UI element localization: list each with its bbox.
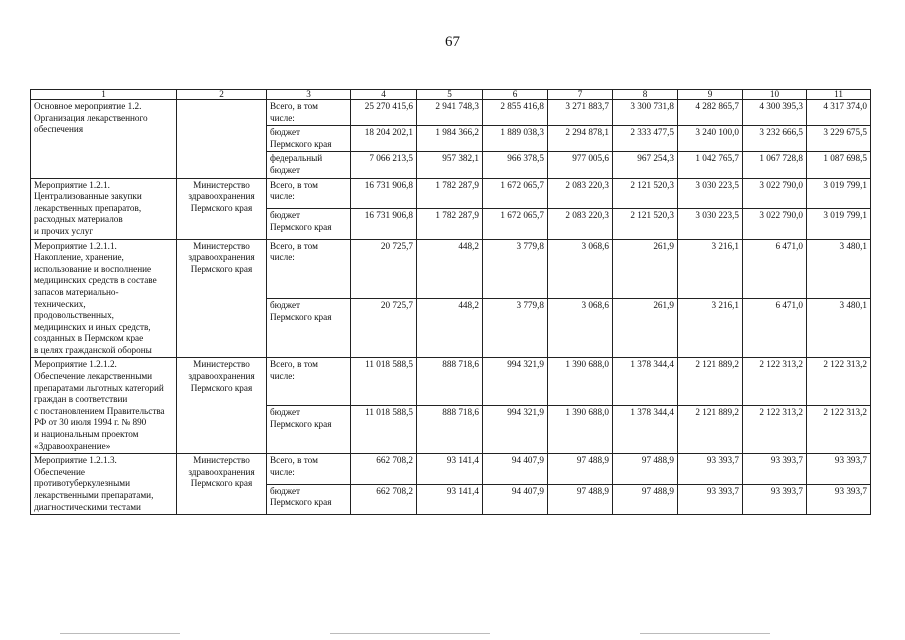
funding-source-cell: федеральный бюджет (267, 152, 351, 178)
amount-cell: 957 382,1 (417, 152, 483, 178)
amount-cell: 25 270 415,6 (351, 100, 417, 126)
amount-cell: 93 393,7 (678, 484, 743, 514)
amount-cell: 93 393,7 (743, 454, 807, 484)
amount-cell: 3 022 790,0 (743, 209, 807, 239)
header-cell: 6 (483, 90, 548, 100)
amount-cell: 4 282 865,7 (678, 100, 743, 126)
amount-cell: 1 067 728,8 (743, 152, 807, 178)
amount-cell: 967 254,3 (613, 152, 678, 178)
header-cell: 7 (548, 90, 613, 100)
amount-cell: 93 393,7 (807, 484, 871, 514)
amount-cell: 1 390 688,0 (548, 406, 613, 454)
amount-cell: 1 390 688,0 (548, 358, 613, 406)
amount-cell: 1 984 366,2 (417, 126, 483, 152)
amount-cell: 4 300 395,3 (743, 100, 807, 126)
amount-cell: 3 240 100,0 (678, 126, 743, 152)
amount-cell: 2 122 313,2 (743, 358, 807, 406)
amount-cell: 6 471,0 (743, 299, 807, 358)
executor-cell: Министерство здравоохранения Пермского края (177, 239, 267, 358)
amount-cell: 3 019 799,1 (807, 209, 871, 239)
amount-cell: 662 708,2 (351, 484, 417, 514)
funding-source-cell: Всего, в том числе: (267, 178, 351, 208)
amount-cell: 994 321,9 (483, 406, 548, 454)
table-row (31, 100, 871, 126)
amount-cell: 888 718,6 (417, 358, 483, 406)
amount-cell: 3 216,1 (678, 299, 743, 358)
executor-cell (177, 100, 267, 179)
amount-cell: 1 782 287,9 (417, 209, 483, 239)
funding-source-cell: бюджет Пермского края (267, 126, 351, 152)
amount-cell: 97 488,9 (548, 454, 613, 484)
header-cell: 8 (613, 90, 678, 100)
amount-cell: 93 393,7 (678, 454, 743, 484)
table-row (31, 454, 871, 484)
table-row (31, 239, 871, 298)
amount-cell: 3 030 223,5 (678, 209, 743, 239)
amount-cell: 1 782 287,9 (417, 178, 483, 208)
amount-cell: 3 068,6 (548, 299, 613, 358)
scan-artifact-line (640, 633, 770, 634)
activity-name-cell: Мероприятие 1.2.1.2. Обеспечение лекарственными препаратами льготных категорий граждан в соответствии с постановлением Правительства РФ от 30 июля 1994 г. № 890 и национальным проектом «Здравоохранение» (31, 358, 177, 454)
amount-cell: 3 019 799,1 (807, 178, 871, 208)
amount-cell: 7 066 213,5 (351, 152, 417, 178)
funding-source-cell: Всего, в том числе: (267, 100, 351, 126)
amount-cell: 3 232 666,5 (743, 126, 807, 152)
header-cell: 4 (351, 90, 417, 100)
funding-source-cell: Всего, в том числе: (267, 239, 351, 298)
header-cell: 11 (807, 90, 871, 100)
executor-cell: Министерство здравоохранения Пермского края (177, 454, 267, 515)
scan-artifact-line (60, 633, 180, 634)
amount-cell: 1 672 065,7 (483, 209, 548, 239)
amount-cell: 2 122 313,2 (743, 406, 807, 454)
amount-cell: 1 087 698,5 (807, 152, 871, 178)
amount-cell: 4 317 374,0 (807, 100, 871, 126)
amount-cell: 2 122 313,2 (807, 406, 871, 454)
amount-cell: 93 393,7 (743, 484, 807, 514)
amount-cell: 3 030 223,5 (678, 178, 743, 208)
activity-name-cell: Мероприятие 1.2.1.1. Накопление, хранение, использование и восполнение медицинских средств в составе запасов материально- технических, продовольственных, медицинских и иных средств, созданных в Пермском крае в целях гражданской обороны (31, 239, 177, 358)
amount-cell: 2 121 889,2 (678, 358, 743, 406)
amount-cell: 261,9 (613, 299, 678, 358)
funding-source-cell: бюджет Пермского края (267, 299, 351, 358)
amount-cell: 16 731 906,8 (351, 178, 417, 208)
amount-cell: 2 121 889,2 (678, 406, 743, 454)
amount-cell: 16 731 906,8 (351, 209, 417, 239)
amount-cell: 2 083 220,3 (548, 178, 613, 208)
amount-cell: 3 779,8 (483, 239, 548, 298)
amount-cell: 994 321,9 (483, 358, 548, 406)
amount-cell: 2 121 520,3 (613, 209, 678, 239)
amount-cell: 448,2 (417, 299, 483, 358)
program-funding-table (30, 89, 871, 515)
amount-cell: 3 779,8 (483, 299, 548, 358)
amount-cell: 20 725,7 (351, 239, 417, 298)
amount-cell: 18 204 202,1 (351, 126, 417, 152)
amount-cell: 448,2 (417, 239, 483, 298)
amount-cell: 97 488,9 (613, 484, 678, 514)
amount-cell: 93 393,7 (807, 454, 871, 484)
amount-cell: 3 022 790,0 (743, 178, 807, 208)
funding-source-cell: бюджет Пермского края (267, 484, 351, 514)
amount-cell: 261,9 (613, 239, 678, 298)
amount-cell: 966 378,5 (483, 152, 548, 178)
amount-cell: 3 068,6 (548, 239, 613, 298)
amount-cell: 97 488,9 (613, 454, 678, 484)
activity-name-cell: Основное мероприятие 1.2. Организация лекарственного обеспечения (31, 100, 177, 179)
amount-cell: 2 122 313,2 (807, 358, 871, 406)
amount-cell: 20 725,7 (351, 299, 417, 358)
amount-cell: 11 018 588,5 (351, 358, 417, 406)
amount-cell: 3 229 675,5 (807, 126, 871, 152)
amount-cell: 2 333 477,5 (613, 126, 678, 152)
amount-cell: 662 708,2 (351, 454, 417, 484)
amount-cell: 11 018 588,5 (351, 406, 417, 454)
amount-cell: 1 378 344,4 (613, 358, 678, 406)
header-cell: 3 (267, 90, 351, 100)
amount-cell: 2 083 220,3 (548, 209, 613, 239)
header-row (31, 90, 871, 100)
executor-cell: Министерство здравоохранения Пермского края (177, 178, 267, 239)
amount-cell: 1 042 765,7 (678, 152, 743, 178)
amount-cell: 1 672 065,7 (483, 178, 548, 208)
funding-source-cell: бюджет Пермского края (267, 209, 351, 239)
amount-cell: 93 141,4 (417, 454, 483, 484)
amount-cell: 1 378 344,4 (613, 406, 678, 454)
page-number: 67 (445, 34, 460, 50)
header-cell: 2 (177, 90, 267, 100)
scan-artifact-line (330, 633, 490, 634)
amount-cell: 2 294 878,1 (548, 126, 613, 152)
amount-cell: 93 141,4 (417, 484, 483, 514)
table-row (31, 358, 871, 406)
amount-cell: 3 300 731,8 (613, 100, 678, 126)
funding-source-cell: Всего, в том числе: (267, 358, 351, 406)
amount-cell: 3 480,1 (807, 299, 871, 358)
amount-cell: 94 407,9 (483, 484, 548, 514)
amount-cell: 94 407,9 (483, 454, 548, 484)
funding-source-cell: Всего, в том числе: (267, 454, 351, 484)
header-cell: 1 (31, 90, 177, 100)
amount-cell: 977 005,6 (548, 152, 613, 178)
executor-cell: Министерство здравоохранения Пермского края (177, 358, 267, 454)
header-cell: 5 (417, 90, 483, 100)
amount-cell: 2 941 748,3 (417, 100, 483, 126)
amount-cell: 97 488,9 (548, 484, 613, 514)
table-row (31, 178, 871, 208)
amount-cell: 1 889 038,3 (483, 126, 548, 152)
amount-cell: 2 121 520,3 (613, 178, 678, 208)
amount-cell: 6 471,0 (743, 239, 807, 298)
header-cell: 10 (743, 90, 807, 100)
activity-name-cell: Мероприятие 1.2.1. Централизованные закупки лекарственных препаратов, расходных материалов и прочих услуг (31, 178, 177, 239)
amount-cell: 3 216,1 (678, 239, 743, 298)
amount-cell: 3 480,1 (807, 239, 871, 298)
activity-name-cell: Мероприятие 1.2.1.3. Обеспечение противотуберкулезными лекарственными препаратами, диагностическими тестами (31, 454, 177, 515)
funding-source-cell: бюджет Пермского края (267, 406, 351, 454)
amount-cell: 888 718,6 (417, 406, 483, 454)
header-cell: 9 (678, 90, 743, 100)
amount-cell: 3 271 883,7 (548, 100, 613, 126)
amount-cell: 2 855 416,8 (483, 100, 548, 126)
